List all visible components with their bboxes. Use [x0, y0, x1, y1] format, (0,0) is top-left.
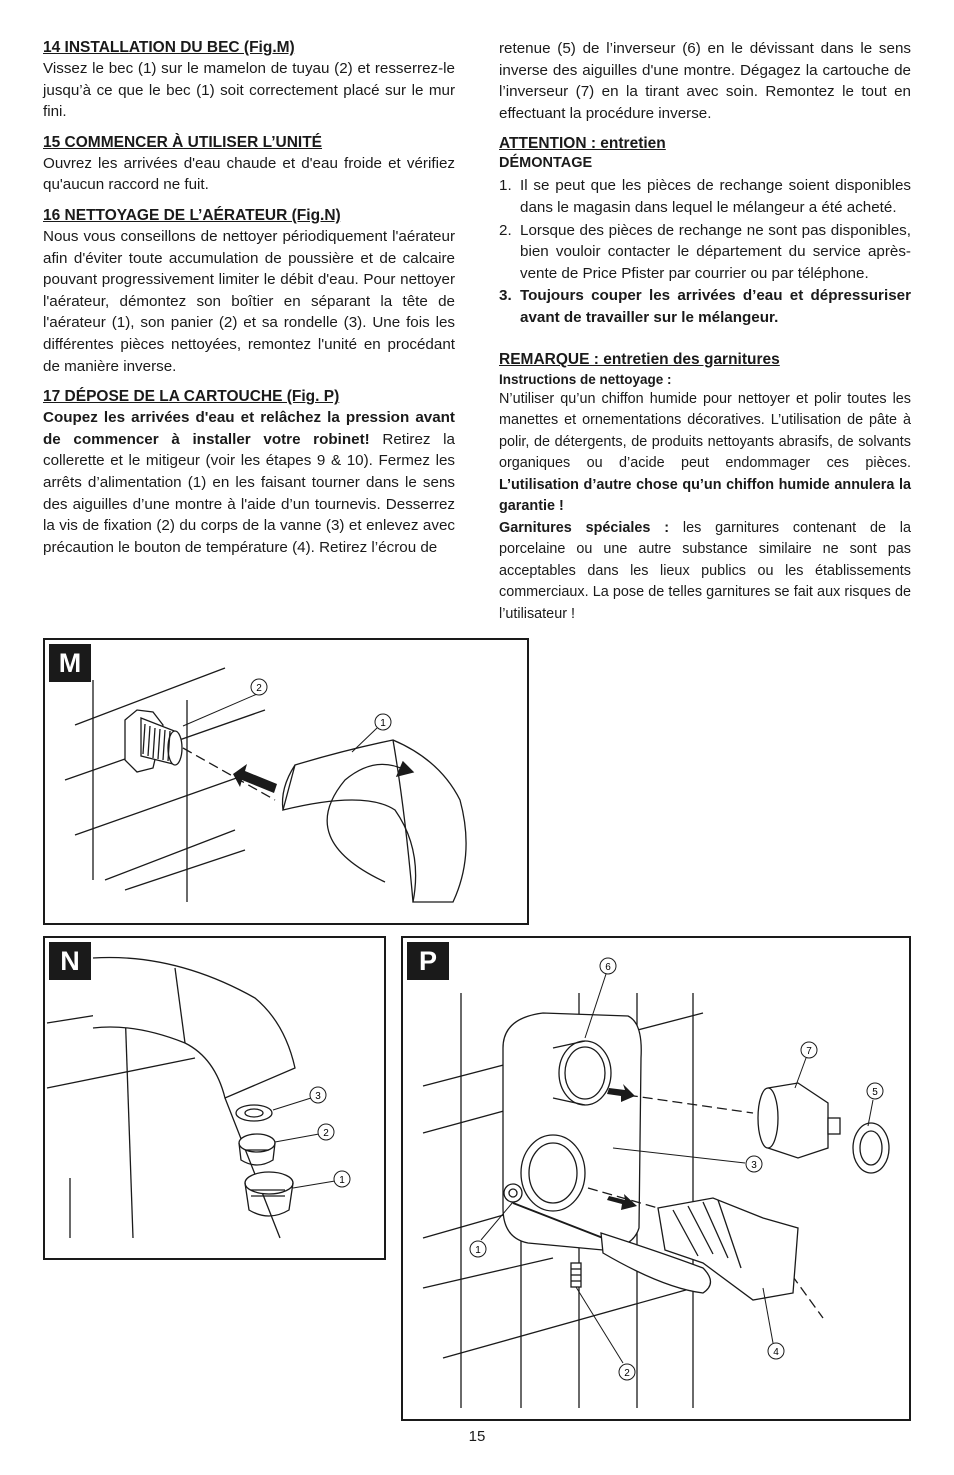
callout-p-1: 1 — [475, 1245, 481, 1256]
attention-list — [499, 175, 911, 328]
section-17-title: 17 DÉPOSE DE LA CARTOUCHE (Fig. P) — [43, 388, 340, 406]
figure-p — [401, 936, 911, 1421]
callout-n-3: 3 — [315, 1091, 321, 1102]
left-column — [43, 38, 455, 558]
remarque-title: REMARQUE : entretien des garnitures — [499, 350, 780, 368]
callout-m-2: 2 — [256, 683, 262, 694]
section-15-title: 15 COMMENCER À UTILISER L’UNITÉ — [43, 133, 323, 151]
callout-m-1: 1 — [380, 718, 386, 729]
remarque-body: N’utiliser qu’un chiffon humide pour nettoyer et polir toutes les manettes et ornementations décoratives. L’utilisation de pâte à polir, de détergents, de produits nettoyants abrasifs, de solvants organiques ou d’acide peut endommager ces pièces. L’utilisation d’autre chose qu’un chiffon humide annulera la garantie ! — [499, 390, 911, 515]
figure-n-label: N — [49, 942, 91, 980]
section-15-body: Ouvrez les arrivées d'eau chaude et d'eau froide et vérifiez qu'aucun raccord ne fuit. — [43, 154, 455, 194]
figure-p-label: P — [407, 942, 449, 980]
section-14-body: Vissez le bec (1) sur le mamelon de tuyau (2) et resserrez-le jusqu’à ce que le bec (1) soit correctement placé sur le mur fini. — [43, 60, 455, 121]
cartridge-removal-illustration — [403, 938, 909, 1419]
callout-p-6: 6 — [605, 962, 611, 973]
page-number: 15 — [468, 1428, 486, 1445]
figure-n — [43, 936, 386, 1260]
callout-p-7: 7 — [806, 1046, 812, 1057]
callout-n-1: 1 — [339, 1175, 345, 1186]
section-17-warning: Coupez les arrivées d'eau et relâchez la pression avant de commencer à installer votre robinet! — [43, 409, 455, 448]
attention-item-2: 2. Lorsque des pièces de rechange ne sont pas disponibles, bien vouloir contacter le département du service après-vente de Price Pfister par courrier ou par téléphone. — [499, 221, 911, 282]
right-column — [499, 38, 911, 625]
section-17-body — [43, 407, 455, 558]
attention-item-1: 1. Il se peut que les pièces de rechange soient disponibles dans le magasin dans lequel le mélangeur a été acheté. — [499, 177, 911, 216]
callout-p-2: 2 — [624, 1368, 630, 1379]
section-14-title: 14 INSTALLATION DU BEC (Fig.M) — [43, 39, 295, 56]
callout-p-3: 3 — [751, 1160, 757, 1171]
figure-m-label: M — [49, 644, 91, 682]
section-17-continuation: retenue (5) de l’inverseur (6) en le dévissant dans le sens inverse des aiguilles d'une montre. Dégagez la cartouche de l’inverseur (7) en la tirant avec soin. Remontez le tout en effectuant la procédure inverse. — [499, 40, 911, 122]
attention-title: ATTENTION : entretien — [499, 135, 666, 153]
attention-subtitle: DÉMONTAGE — [499, 155, 593, 172]
special-trims: Garnitures spéciales : les garnitures contenant de la porcelaine ou une autre substance similaire ne sont pas acceptables dans les lieux publics ou les établissements commerciaux. La pose de telles garnitures se fait aux risques de l’utilisateur ! — [499, 519, 911, 622]
remarque-subtitle: Instructions de nettoyage : — [499, 371, 672, 387]
aerator-exploded-illustration — [45, 938, 384, 1258]
section-16-title: 16 NETTOYAGE DE L’AÉRATEUR (Fig.N) — [43, 206, 341, 224]
spout-install-illustration — [45, 640, 527, 923]
section-17-text: Retirez la collerette et le mitigeur (voir les étapes 9 & 10). Fermez les arrêts d’alimentation (1) en les faisant tourner dans le sens des aiguilles d’une montre à l'aide d’un tournevis. Desserrez la vis de fixation (2) du corps de la vanne (3) et enlevez avec précaution le bouton de température (4). Retirez l’écrou de — [43, 430, 455, 556]
section-16-body: Nous vous conseillons de nettoyer périodiquement l'aérateur afin d'éviter toute accumulation de poussière et de calcaire pouvant progressivement limiter le débit d'eau. Pour nettoyer l'aérateur, démontez son boîtier en séparant la tête de l'aérateur (1), son panier (2) et sa rondelle (3). Une fois les différentes pièces nettoyées, remontez l'unité en procédant de manière inverse. — [43, 227, 455, 375]
figure-m — [43, 638, 529, 925]
callout-n-2: 2 — [323, 1128, 329, 1139]
attention-item-3: 3. Toujours couper les arrivées d’eau et dépressuriser avant de travailler sur le mélangeur. — [499, 287, 911, 326]
callout-p-5: 5 — [872, 1087, 878, 1098]
callout-p-4: 4 — [773, 1347, 779, 1358]
